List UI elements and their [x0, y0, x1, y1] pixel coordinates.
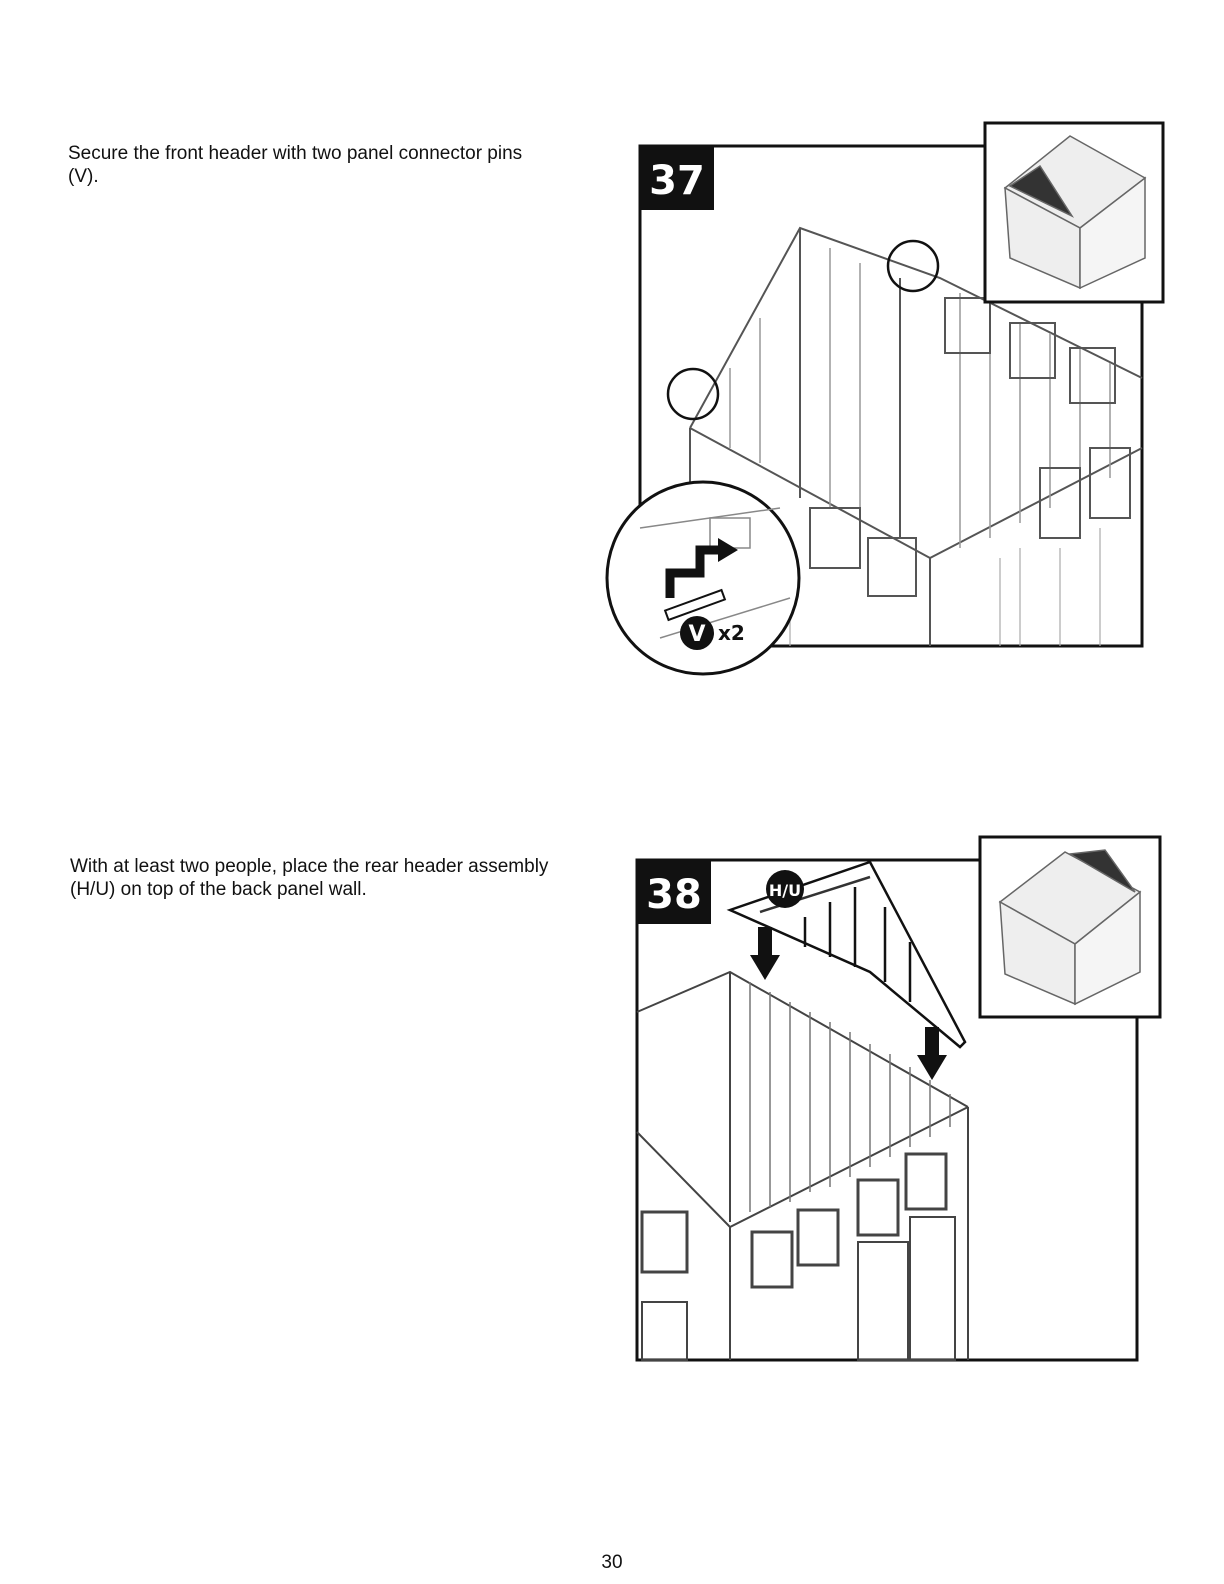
part-hu-label: H/U	[768, 881, 802, 900]
page-number: 30	[601, 1552, 623, 1573]
step-38-instruction: With at least two people, place the rear header assembly (H/U) on top of the back panel wall.	[70, 856, 549, 900]
step-37-figure	[600, 118, 1170, 683]
step-38-figure	[630, 832, 1165, 1367]
step-38-number: 38	[646, 872, 702, 918]
step-37-number: 37	[649, 158, 705, 204]
part-v-quantity: x2	[718, 621, 745, 645]
part-v-label: V	[688, 622, 706, 647]
step-37-instruction: Secure the front header with two panel connector pins (V).	[68, 143, 523, 187]
